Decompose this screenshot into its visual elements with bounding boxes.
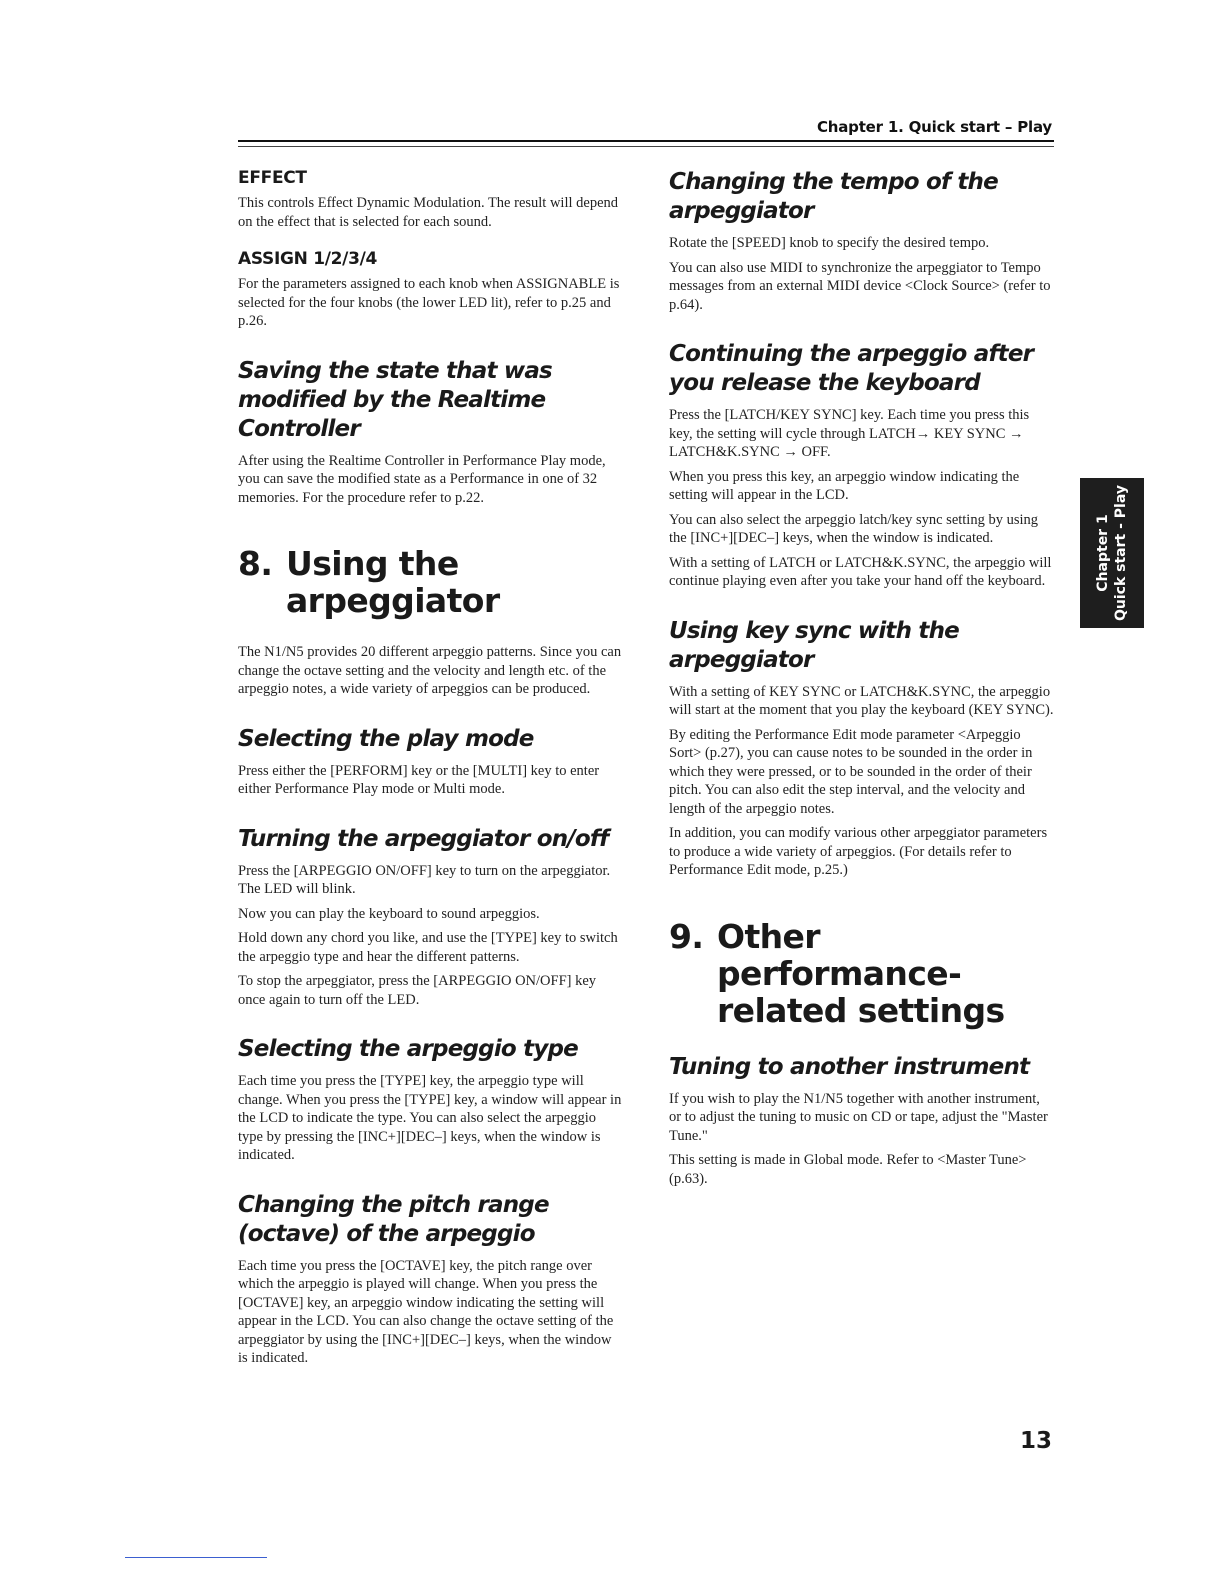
playmode-text: Press either the [PERFORM] key or the [MULTI] key to enter either Performance Play mode or Multi mode. [238,762,600,797]
continuing-paragraph-3: You can also select the arpeggio latch/key sync setting by using the [INC+][DEC–] keys, when the window is indicated. [669,511,1039,546]
header-rule-thin [238,146,1054,147]
continuing-paragraph-1: Press the [LATCH/KEY SYNC] key. Each time you press this key, the setting will cycle through LATCH→ KEY SYNC → LATCH&K.SYNC → OFF. [669,407,1030,460]
playmode-heading: Selecting the play mode [238,725,534,752]
tuning-paragraph-2: This setting is made in Global mode. Refer to <Master Tune> (p.63). [669,1152,1027,1187]
continuing-paragraph-4: With a setting of LATCH or LATCH&K.SYNC, the arpeggio will continue playing even after you take your hand off the keyboard. [669,554,1052,589]
keysync-heading: Using key sync with the arpeggiator [669,617,959,673]
saving-text: After using the Realtime Controller in Performance Play mode, you can save the modified state as a Performance in one of 32 memories. For the procedure refer to p.22. [238,452,606,506]
side-tab-text [1094,485,1130,621]
keysync-paragraph-2: By editing the Performance Edit mode parameter <Arpeggio Sort> (p.27), you can cause notes to be sounded in the order in which they were pressed, or to be sounded in the order of their pitch. You can also edit the step interval, and the velocity and length of the arpeggio notes. [669,726,1033,817]
onoff-paragraph-2: Now you can play the keyboard to sound arpeggios. [238,905,540,922]
continuing-paragraph-2: When you press this key, an arpeggio window indicating the setting will appear in the LCD. [669,468,1020,503]
keysync-paragraph-1: With a setting of KEY SYNC or LATCH&K.SYNC, the arpeggio will start at the moment that you play the keyboard (KEY SYNC). [669,683,1054,718]
effect-text: This controls Effect Dynamic Modulation. The result will depend on the effect that is selected for each sound. [238,195,619,230]
keysync-paragraph-3: In addition, you can modify various other arpeggiator parameters to produce a wide variety of arpeggios. (For details refer to Performance Edit mode, p.25.) [669,825,1048,878]
tuning-heading: Tuning to another instrument [669,1053,1030,1080]
onoff-paragraph-4: To stop the arpeggiator, press the [ARPEGGIO ON/OFF] key once again to turn off the LED. [238,973,597,1008]
scan-edge-line [125,1557,267,1558]
right-column [669,168,1055,1194]
header-rule [238,140,1054,142]
running-header: Chapter 1. Quick start – Play [816,118,1052,136]
left-column [238,168,624,1374]
side-tab-line-2: Quick start - Play [1113,485,1129,621]
chapter-9-number: 9. [669,916,704,956]
onoff-heading: Turning the arpeggiator on/off [238,825,609,852]
side-tab-line-1: Chapter 1 [1095,514,1111,592]
page-number: 13 [1019,1428,1052,1454]
assign-heading: ASSIGN 1/2/3/4 [238,249,378,269]
chapter-8-title: Using the arpeggiator [286,544,500,620]
type-text: Each time you press the [TYPE] key, the arpeggio type will change. When you press the [TYPE] key, a window will appear in the LCD to indicate the type. You can also select the arpeggio type by pressing the [INC+][DEC–] keys, when the window is indicated. [238,1073,622,1163]
tempo-paragraph-1: Rotate the [SPEED] knob to specify the desired tempo. [669,235,990,251]
tempo-heading: Changing the tempo of the arpeggiator [669,169,998,224]
tempo-paragraph-2: You can also use MIDI to synchronize the arpeggiator to Tempo messages from an external MIDI device <Clock Source> (refer to p.64). [669,259,1051,313]
saving-heading: Saving the state that was modified by the Realtime Controller [238,357,552,442]
continuing-heading: Continuing the arpeggio after you release the keyboard [669,341,1034,396]
octave-text: Each time you press the [OCTAVE] key, the pitch range over which the arpeggio is played will change. When you press the [OCTAVE] key, an arpeggio window indicating the setting will appear in the LCD. You can also change the octave setting of the arpeggiator by using the [INC+][DEC–] keys, when the window is indicated. [238,1257,614,1366]
tuning-paragraph-1: If you wish to play the N1/N5 together with another instrument, or to adjust the tuning to music on CD or tape, adjust the "Master Tune." [669,1090,1048,1144]
chapter-8-number: 8. [238,544,273,583]
onoff-paragraph-3: Hold down any chord you like, and use the [TYPE] key to switch the arpeggio type and hear the different patterns. [238,930,618,965]
assign-text: For the parameters assigned to each knob when ASSIGNABLE is selected for the four knobs (the lower LED lit), refer to p.25 and p.26. [238,276,620,329]
chapter-9-title: Other performance-related settings [717,916,1005,1030]
chapter-side-tab [1080,478,1144,628]
chapter-9-heading [669,918,1055,1029]
type-heading: Selecting the arpeggio type [238,1036,578,1062]
octave-heading: Changing the pitch range (octave) of the arpeggio [238,1191,549,1247]
effect-heading: EFFECT [238,168,307,188]
chapter-8-intro: The N1/N5 provides 20 different arpeggio patterns. Since you can change the octave setting and the velocity and length etc. of the arpeggio notes, a wide variety of arpeggios can be produced. [238,644,622,697]
onoff-paragraph-1: Press the [ARPEGGIO ON/OFF] key to turn on the arpeggiator. The LED will blink. [238,862,611,897]
chapter-8-heading [238,545,624,619]
